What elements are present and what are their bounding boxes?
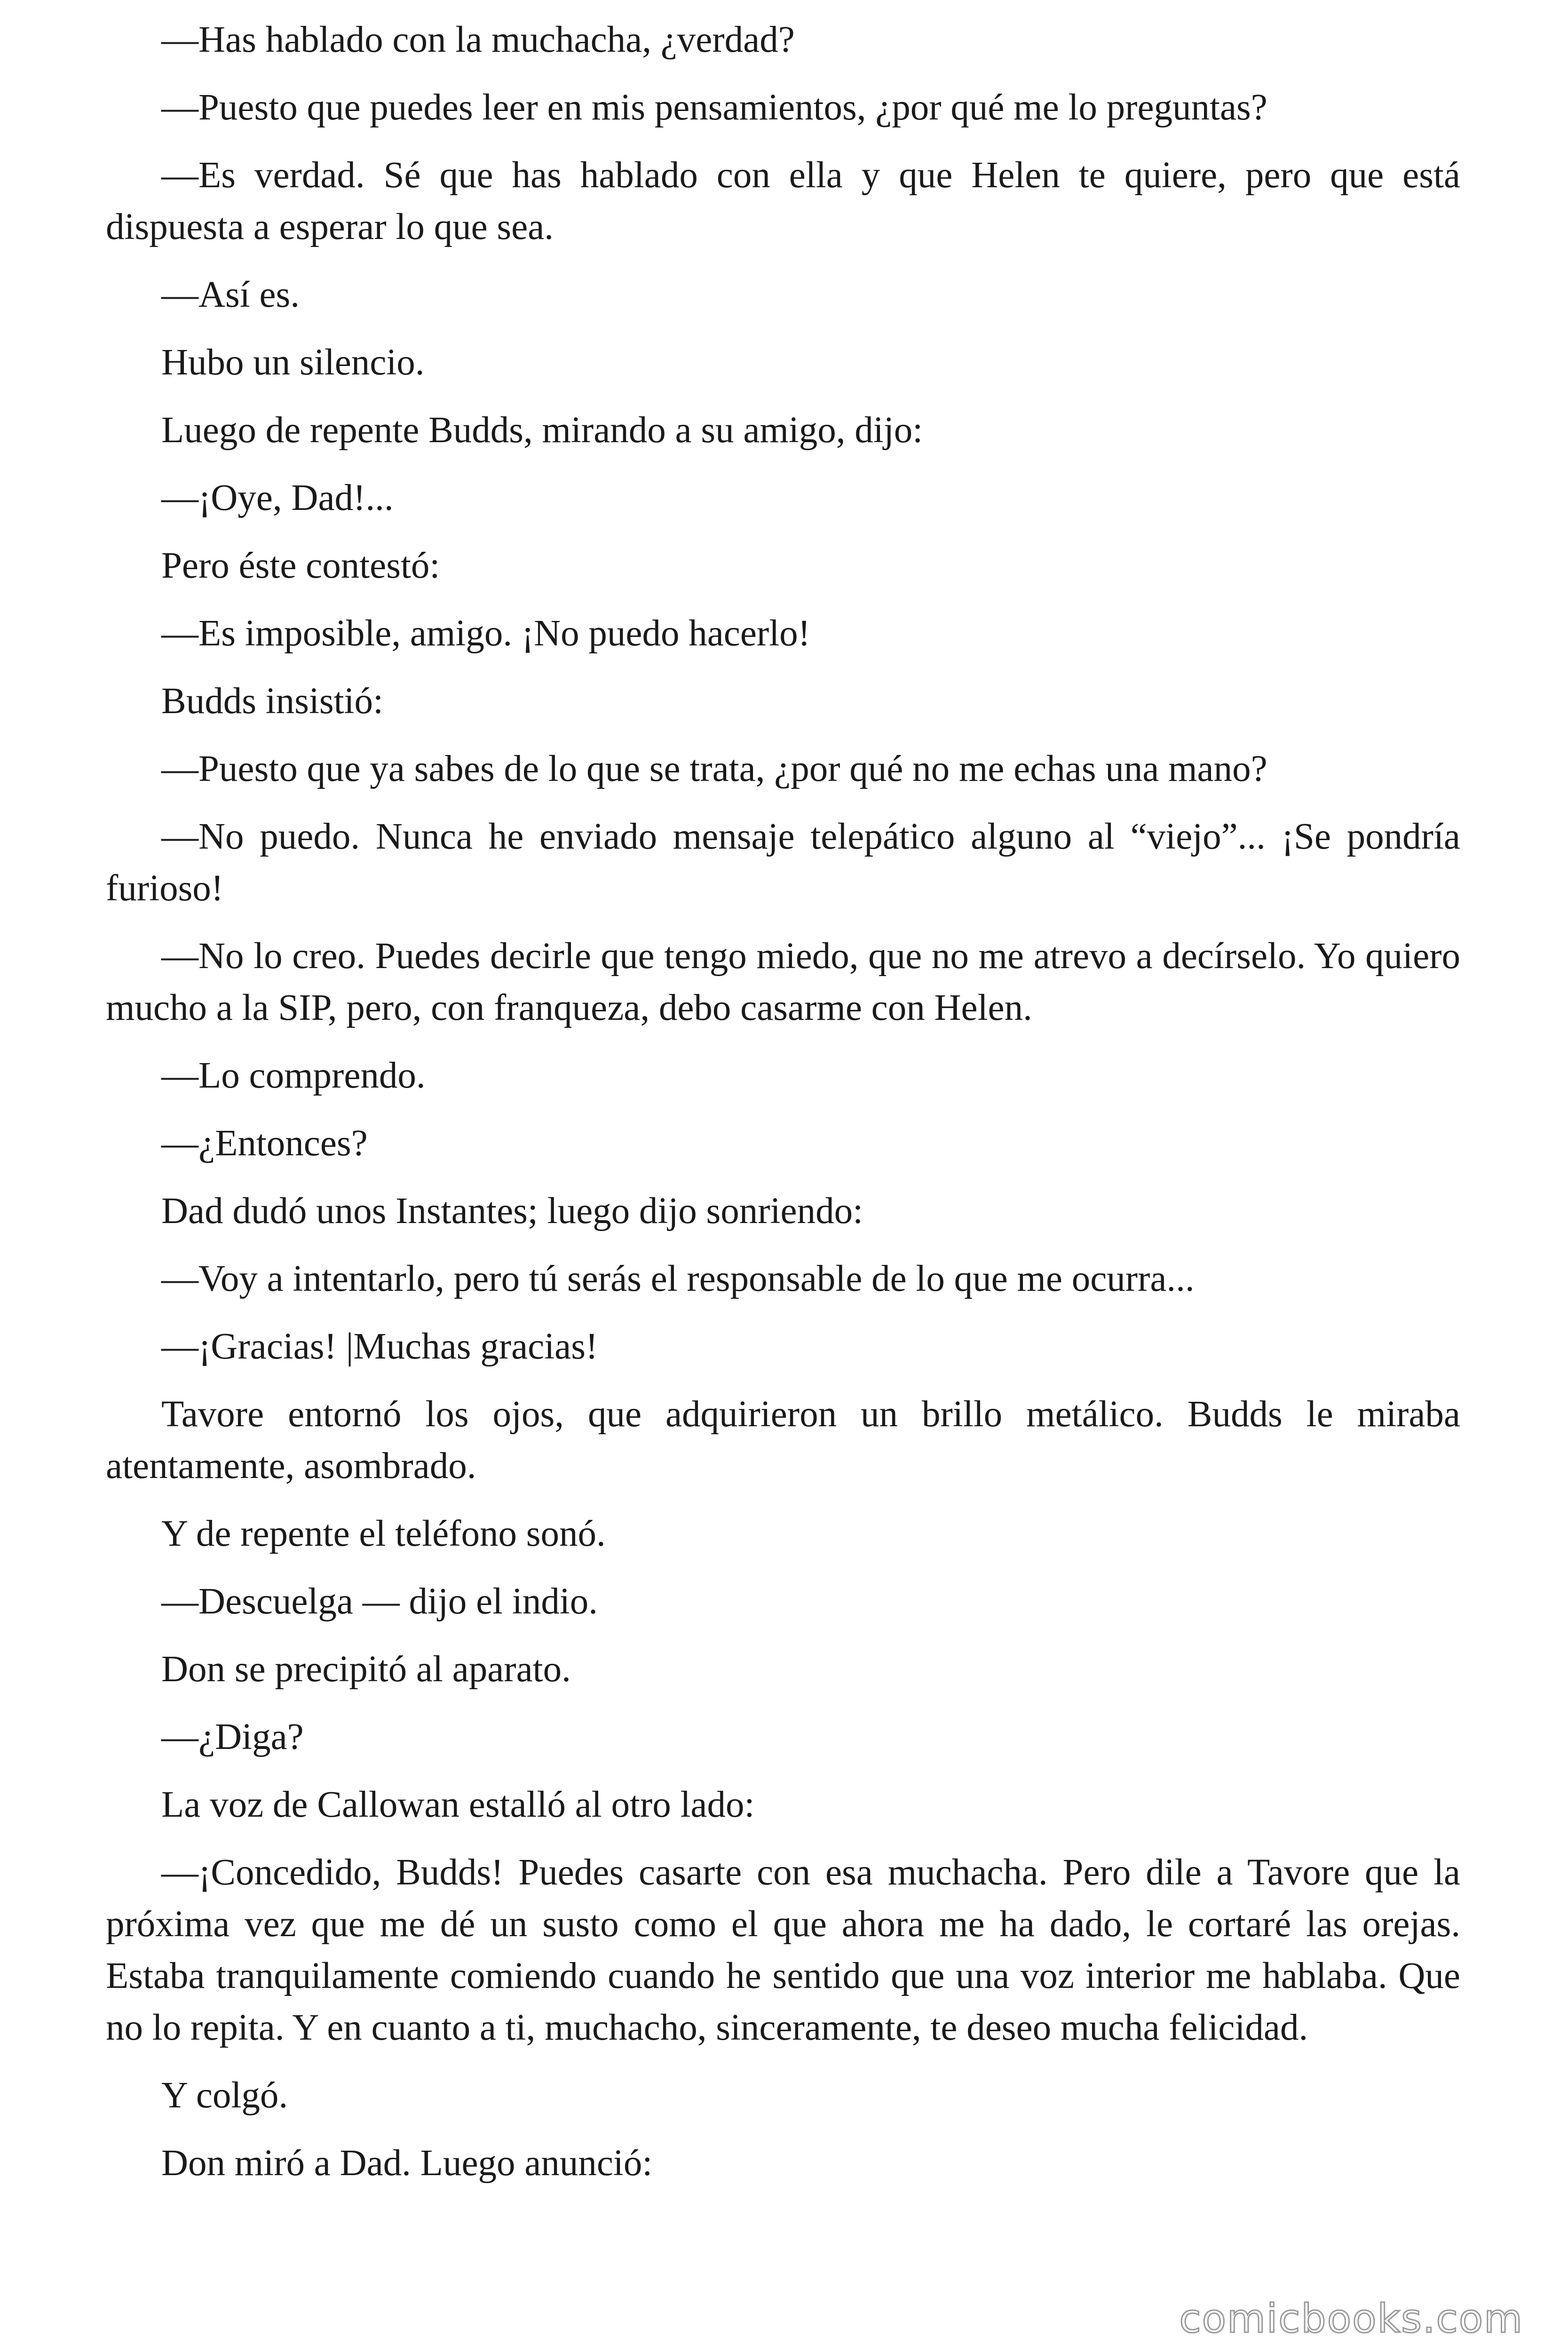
paragraph: —Voy a intentarlo, pero tú serás el responsable de lo que me ocurra... bbox=[161, 1258, 1195, 1299]
paragraph: —Has hablado con la muchacha, ¿verdad? bbox=[161, 19, 795, 60]
paragraph: —¿Diga? bbox=[161, 1716, 304, 1757]
paragraph: Don miró a Dad. Luego anunció: bbox=[161, 2143, 653, 2184]
paragraph: —¡Oye, Dad!... bbox=[161, 477, 394, 518]
paragraph: —Así es. bbox=[161, 274, 300, 315]
paragraph: —¡Gracias! |Muchas gracias! bbox=[161, 1326, 598, 1367]
paragraph: Y de repente el teléfono sonó. bbox=[161, 1513, 606, 1554]
paragraph: Hubo un silencio. bbox=[161, 342, 425, 383]
paragraph: —Descuelga — dijo el indio. bbox=[161, 1581, 598, 1622]
paragraph: —Es imposible, amigo. ¡No puedo hacerlo! bbox=[161, 613, 810, 654]
paragraph: Luego de repente Budds, mirando a su amigo, dijo: bbox=[161, 410, 923, 451]
paragraph: —No lo creo. Puedes decirle que tengo miedo, que no me atrevo a decírselo. Yo quiero mucho a la SIP, pero, con franqueza, debo casarme con Helen. bbox=[106, 936, 1460, 1028]
paragraph: La voz de Callowan estalló al otro lado: bbox=[161, 1784, 755, 1825]
paragraph: Budds insistió: bbox=[161, 681, 383, 722]
paragraph: —¿Entonces? bbox=[161, 1123, 368, 1164]
page-text bbox=[106, 14, 1460, 2205]
paragraph: —Lo comprendo. bbox=[161, 1055, 426, 1096]
paragraph: Y colgó. bbox=[161, 2075, 288, 2116]
paragraph: —No puedo. Nunca he enviado mensaje telepático alguno al “viejo”... ¡Se pondría furioso! bbox=[106, 816, 1460, 909]
paragraph: Don se precipitó al aparato. bbox=[161, 1649, 571, 1690]
paragraph: —Puesto que ya sabes de lo que se trata, ¿por qué no me echas una mano? bbox=[161, 748, 1267, 789]
paragraph: Pero éste contestó: bbox=[161, 545, 440, 586]
paragraph: —¡Concedido, Budds! Puedes casarte con esa muchacha. Pero dile a Tavore que la próxima vez que me dé un susto como el que ahora me ha dado, le cortaré las orejas. Estaba tranquilamente comiendo cuando he sentido que una voz interior me hablaba. Que no lo repita. Y en cuanto a ti, muchacho, sinceramente, te deseo mucha felicidad. bbox=[106, 1852, 1460, 2048]
paragraph: —Es verdad. Sé que has hablado con ella y que Helen te quiere, pero que está dispuesta a esperar lo que sea. bbox=[106, 155, 1460, 247]
paragraph: Dad dudó unos Instantes; luego dijo sonriendo: bbox=[161, 1191, 863, 1232]
paragraph: —Puesto que puedes leer en mis pensamientos, ¿por qué me lo preguntas? bbox=[161, 87, 1267, 128]
watermark: comicbooks.com bbox=[1179, 2296, 1523, 2342]
paragraph: Tavore entornó los ojos, que adquirieron un brillo metálico. Budds le miraba atentamente, asombrado. bbox=[106, 1394, 1460, 1486]
